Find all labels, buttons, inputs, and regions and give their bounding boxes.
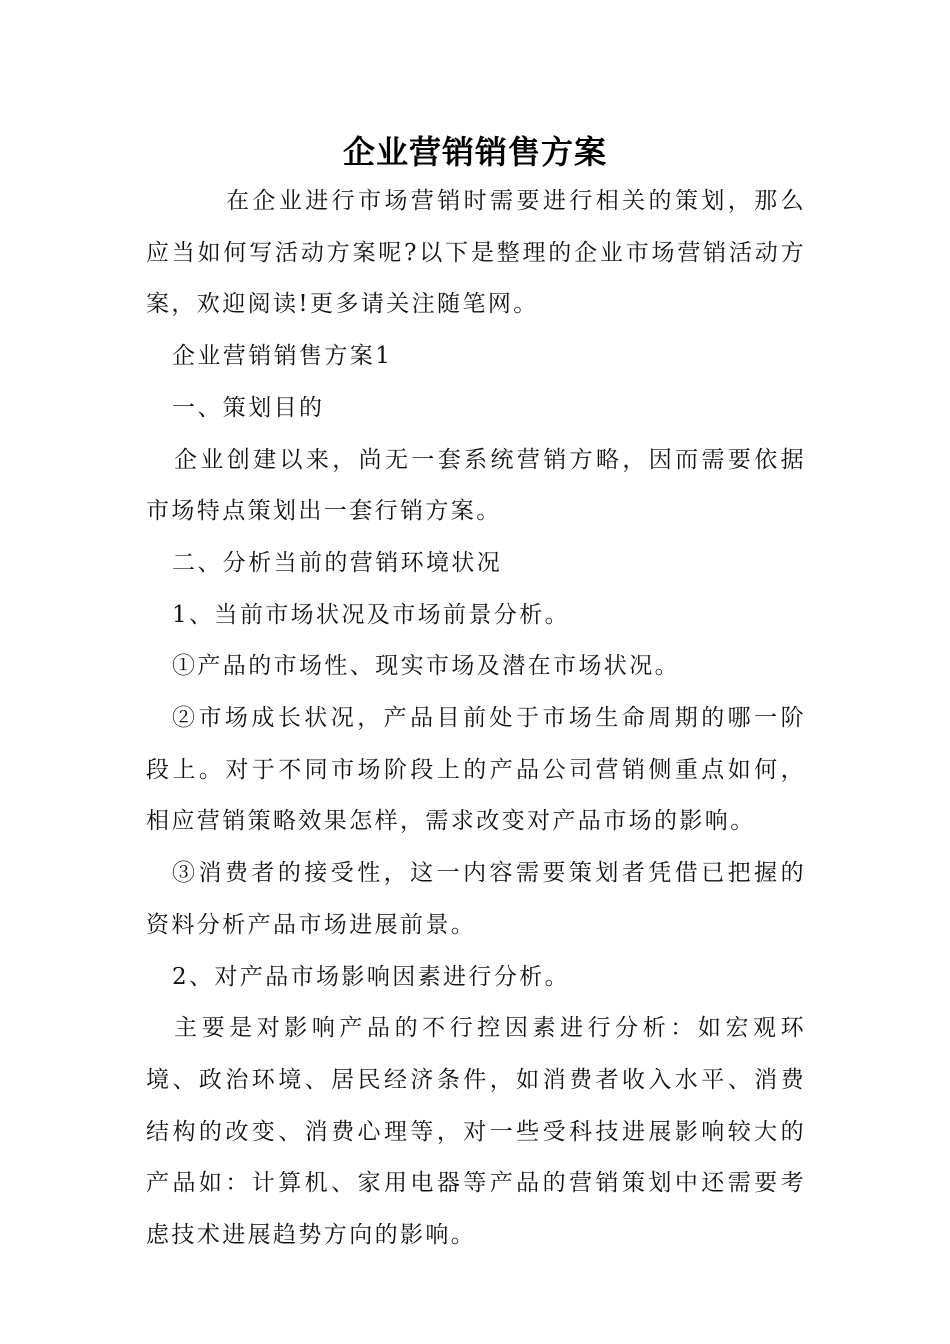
purpose-paragraph: 企业创建以来，尚无一套系统营销方略，因而需要依据市场特点策划出一套行销方案。 xyxy=(146,446,806,525)
document-title: 企业营销销售方案 xyxy=(342,133,607,171)
intro-paragraph: 在企业进行市场营销时需要进行相关的策划，那么应当如何写活动方案呢?以下是整理的企业市场营销活动方案，欢迎阅读!更多请关注随笔网。 xyxy=(146,188,806,318)
list-item-3: ③消费者的接受性，这一内容需要策划者凭借已把握的资料分析产品市场进展前景。 xyxy=(146,860,806,938)
list-item-2: ②市场成长状况，产品目前处于市场生命周期的哪一阶段上。对于不同市场阶段上的产品公司营销侧重点如何，相应营销策略效果怎样，需求改变对产品市场的影响。 xyxy=(146,705,806,835)
factors-paragraph: 主要是对影响产品的不行控因素进行分析：如宏观环境、政治环境、居民经济条件，如消费者收入水平、消费结构的改变、消费心理等，对一些受科技进展影响较大的产品如：计算机、家用电器等产品的营销策划中还需要考虑技术进展趋势方向的影响。 xyxy=(146,1015,806,1249)
subsection-heading-factors: 2、对产品市场影响因素进行分析。 xyxy=(172,963,571,990)
list-item-1: ①产品的市场性、现实市场及潜在市场状况。 xyxy=(172,653,680,680)
document-body xyxy=(146,176,806,1262)
section-heading-plan-1: 企业营销销售方案1 xyxy=(172,343,393,370)
section-heading-purpose: 一、策划目的 xyxy=(172,394,325,421)
subsection-heading-market: 1、当前市场状况及市场前景分析。 xyxy=(172,601,571,628)
section-heading-environment: 二、分析当前的营销环境状况 xyxy=(172,549,503,576)
